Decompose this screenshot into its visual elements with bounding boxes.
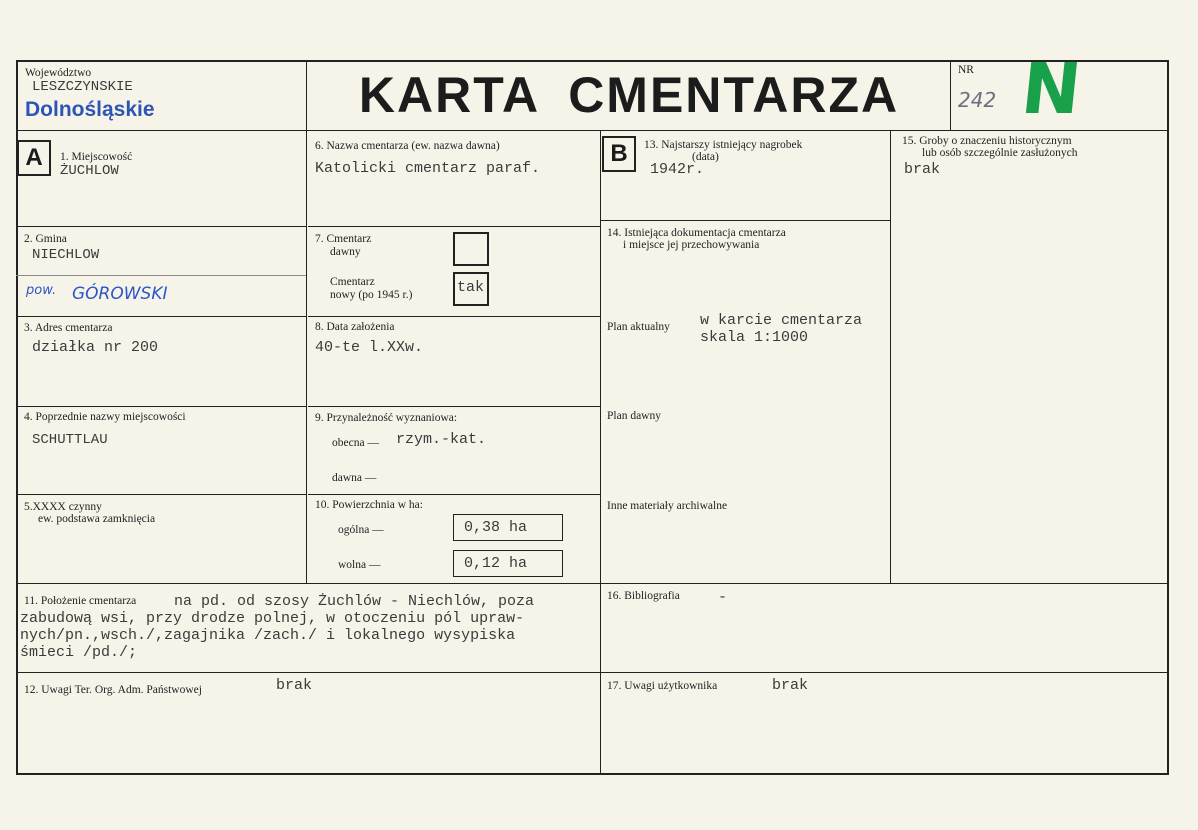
field-17-label: 17. Uwagi użytkownika	[607, 680, 718, 692]
field-9-label: 9. Przynależność wyznaniowa:	[315, 412, 458, 424]
field-9-obecna-label: obecna —	[332, 437, 379, 449]
field-10-ogolna-label: ogólna —	[338, 524, 384, 536]
field-3-value: działka nr 200	[32, 339, 159, 356]
divider-b8	[308, 406, 600, 407]
field-14-inne-label: Inne materiały archiwalne	[607, 500, 728, 512]
nr-value: 242	[958, 88, 997, 112]
vline-3	[890, 130, 891, 583]
field-2-label: 2. Gmina	[24, 233, 67, 245]
field-10-label: 10. Powierzchnia w ha:	[315, 499, 423, 511]
field-9-dawna-label: dawna —	[332, 472, 377, 484]
field-1-value: ŻUCHLOW	[60, 163, 119, 179]
field-6-value: Katolicki cmentarz paraf.	[315, 160, 541, 177]
divider-c13	[600, 220, 890, 221]
field-6-label: 6. Nazwa cmentarza (ew. nazwa dawna)	[315, 140, 500, 152]
field-13-label-1: 13. Najstarszy istniejący nagrobek	[644, 139, 803, 151]
divider-b7	[308, 316, 600, 317]
field-13-value: 1942r.	[650, 161, 705, 178]
nr-label: NR	[958, 64, 974, 76]
field-11-line-1: na pd. od szosy Żuchlów - Niechlów, poza	[174, 593, 535, 610]
field-11-line-3: nych/pn.,wsch./,zagajnika /zach./ i lokalnego wysypiska	[20, 627, 516, 644]
divider-b6	[308, 226, 600, 227]
wojewodztwo-stamp: Dolnośląskie	[25, 98, 155, 121]
field-4-value: SCHUTTLAU	[32, 432, 108, 448]
nr-mark: N	[1017, 48, 1085, 130]
divider-middle	[16, 583, 1169, 584]
field-11-label: 11. Położenie cmentarza	[24, 595, 137, 607]
field-13-label-2: (data)	[692, 151, 719, 163]
divider-a1	[16, 226, 306, 227]
page-title: KARTA CMENTARZA	[358, 67, 900, 123]
section-a-badge: A	[17, 140, 51, 176]
field-7-dawny-label-1: 7. Cmentarz	[315, 233, 372, 245]
field-12-value: brak	[276, 677, 313, 694]
field-7-nowy-label-1: Cmentarz	[330, 276, 375, 288]
field-10-wolna-label: wolna —	[338, 559, 381, 571]
field-11-line-4: śmieci /pd./;	[20, 644, 138, 661]
field-15-label-2: lub osób szczególnie zasłużonych	[922, 147, 1078, 159]
divider-a2-thin	[16, 275, 306, 276]
divider-lower	[16, 672, 1169, 673]
field-10-wolna-value: 0,12 ha	[453, 550, 563, 577]
field-15-label-1: 15. Groby o znaczeniu historycznym	[902, 135, 1072, 147]
section-b-badge: B	[602, 136, 636, 172]
card-frame	[16, 60, 1169, 775]
field-9-obecna-value: rzym.-kat.	[396, 431, 487, 448]
field-7-nowy-label-2: nowy (po 1945 r.)	[330, 289, 413, 301]
field-5-label-2: ew. podstawa zamknięcia	[38, 513, 156, 525]
field-7-dawny-checkbox	[453, 232, 489, 266]
field-15-value: brak	[904, 161, 941, 178]
field-2-value: NIECHLOW	[32, 247, 100, 263]
field-14-plan-aktualny-line1: w karcie cmentarza	[700, 312, 863, 329]
vline-2	[600, 130, 601, 775]
vline-nr	[950, 60, 951, 130]
wojewodztwo-value: LESZCZYNSKIE	[32, 79, 133, 95]
field-11-line-2: zabudową wsi, przy drodze polnej, w otoczeniu pól upraw-	[20, 610, 525, 627]
field-7-dawny-label-2: dawny	[330, 246, 361, 258]
field-5-label-1: 5.XXXX czynny	[24, 501, 102, 513]
field-14-plan-aktualny-label: Plan aktualny	[607, 321, 670, 333]
divider-a2	[16, 316, 306, 317]
field-14-label-2: i miejsce jej przechowywania	[623, 239, 760, 251]
field-8-value: 40-te l.XXw.	[315, 339, 424, 356]
field-16-label: 16. Bibliografia	[607, 590, 680, 602]
field-12-label: 12. Uwagi Ter. Org. Adm. Państwowej	[24, 684, 202, 696]
field-8-label: 8. Data założenia	[315, 321, 395, 333]
field-2-hand-prefix: pow.	[26, 283, 57, 298]
divider-b9	[308, 494, 600, 495]
field-14-plan-dawny-label: Plan dawny	[607, 410, 661, 422]
field-4-label: 4. Poprzednie nazwy miejscowości	[24, 411, 186, 423]
wojewodztwo-label: Województwo	[25, 67, 92, 79]
divider-a4	[16, 494, 306, 495]
field-10-ogolna-value: 0,38 ha	[453, 514, 563, 541]
field-7-nowy-value: tak	[457, 279, 485, 296]
field-14-label-1: 14. Istniejąca dokumentacja cmentarza	[607, 227, 786, 239]
divider-a3	[16, 406, 306, 407]
divider-header	[16, 130, 1169, 131]
field-3-label: 3. Adres cmentarza	[24, 322, 113, 334]
field-17-value: brak	[772, 677, 809, 694]
field-2-hand-value: GÓROWSKI	[72, 284, 168, 304]
field-14-plan-aktualny-line2: skala 1:1000	[700, 329, 809, 346]
field-1-label: 1. Miejscowość	[60, 151, 133, 163]
vline-1	[306, 60, 307, 583]
field-16-value: -	[718, 589, 728, 606]
